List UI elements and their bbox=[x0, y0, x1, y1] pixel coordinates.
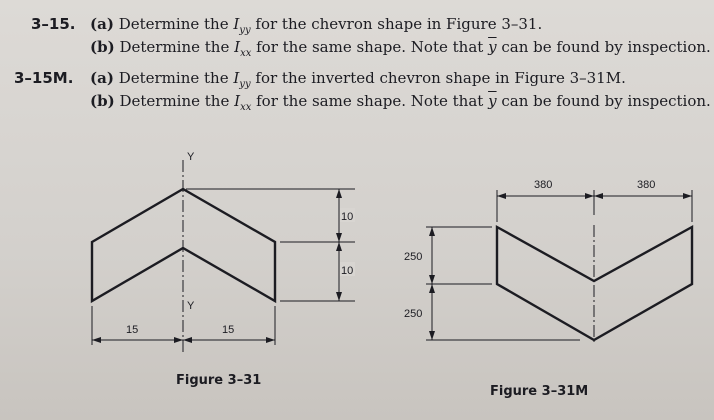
arrow-right-1 bbox=[585, 193, 594, 199]
arrow-left-1 bbox=[92, 337, 101, 343]
y-axis-label-top: Y bbox=[187, 151, 195, 163]
part-b-tag: (b) bbox=[90, 92, 115, 110]
arrow-left-2 bbox=[594, 193, 603, 199]
dim-left-label: 15 bbox=[126, 324, 139, 336]
arrow-down-1 bbox=[336, 233, 342, 242]
inverted-chevron-shape bbox=[497, 227, 692, 340]
arrow-up-1 bbox=[336, 189, 342, 198]
dim-v2-label: 10 bbox=[341, 265, 354, 277]
arrow-up-1 bbox=[429, 227, 435, 236]
part-b-tag: (b) bbox=[90, 38, 115, 56]
figure-3-31m bbox=[404, 179, 692, 399]
problem-number-3-15m: 3–15M. bbox=[14, 69, 74, 87]
part-b-rest: for the same shape. Note that bbox=[256, 92, 484, 110]
ybar-symbol: $\overline{y}$ bbox=[488, 92, 497, 110]
arrow-right-2 bbox=[683, 193, 692, 199]
iyy-symbol: I bbox=[233, 15, 240, 33]
y-axis-label-bottom: Y bbox=[187, 300, 195, 312]
ixx-symbol: I bbox=[234, 92, 241, 110]
part-a-tag: (a) bbox=[90, 15, 114, 33]
part-a-lead: Determine the bbox=[118, 15, 229, 33]
arrow-up-2 bbox=[429, 284, 435, 293]
dim-v2-label: 250 bbox=[404, 308, 423, 320]
problem-number-3-15: 3–15. bbox=[31, 15, 76, 33]
arrow-right-2 bbox=[266, 337, 275, 343]
dim-h2-label: 380 bbox=[637, 179, 656, 191]
dim-h1-label: 380 bbox=[534, 179, 553, 191]
iyy-subscript: yy bbox=[239, 79, 251, 90]
figure-3-31 bbox=[92, 151, 355, 388]
part-b-lead: Determine the bbox=[119, 92, 230, 110]
arrow-right-1 bbox=[174, 337, 183, 343]
figure-3-31-caption: Figure 3–31 bbox=[176, 373, 262, 388]
part-b-rest: for the same shape. Note that bbox=[256, 38, 484, 56]
ixx-subscript: xx bbox=[240, 48, 252, 59]
part-a-rest: for the chevron shape in Figure 3–31. bbox=[255, 15, 543, 33]
part-a-rest: for the inverted chevron shape in Figure 3–31M. bbox=[255, 69, 626, 87]
part-a-tag: (a) bbox=[90, 69, 114, 87]
part-a-lead: Determine the bbox=[118, 69, 229, 87]
ybar-symbol: $\overline{y}$ bbox=[488, 38, 497, 56]
ixx-subscript: xx bbox=[240, 102, 252, 113]
dim-right-label: 15 bbox=[222, 324, 235, 336]
arrow-left-1 bbox=[497, 193, 506, 199]
figure-3-31m-caption: Figure 3–31M bbox=[490, 384, 589, 399]
part-b-end: can be found by inspection. bbox=[501, 38, 711, 56]
arrow-up-2 bbox=[336, 242, 342, 251]
arrow-left-2 bbox=[183, 337, 192, 343]
dim-v1-label: 250 bbox=[404, 251, 423, 263]
arrow-down-1 bbox=[429, 275, 435, 284]
iyy-subscript: yy bbox=[239, 25, 251, 36]
dim-v1-label: 10 bbox=[341, 211, 354, 223]
part-b-lead: Determine the bbox=[119, 38, 230, 56]
iyy-symbol: I bbox=[233, 69, 240, 87]
arrow-down-2 bbox=[429, 331, 435, 340]
part-b-end: can be found by inspection. bbox=[501, 92, 711, 110]
arrow-down-2 bbox=[336, 292, 342, 301]
ixx-symbol: I bbox=[234, 38, 241, 56]
